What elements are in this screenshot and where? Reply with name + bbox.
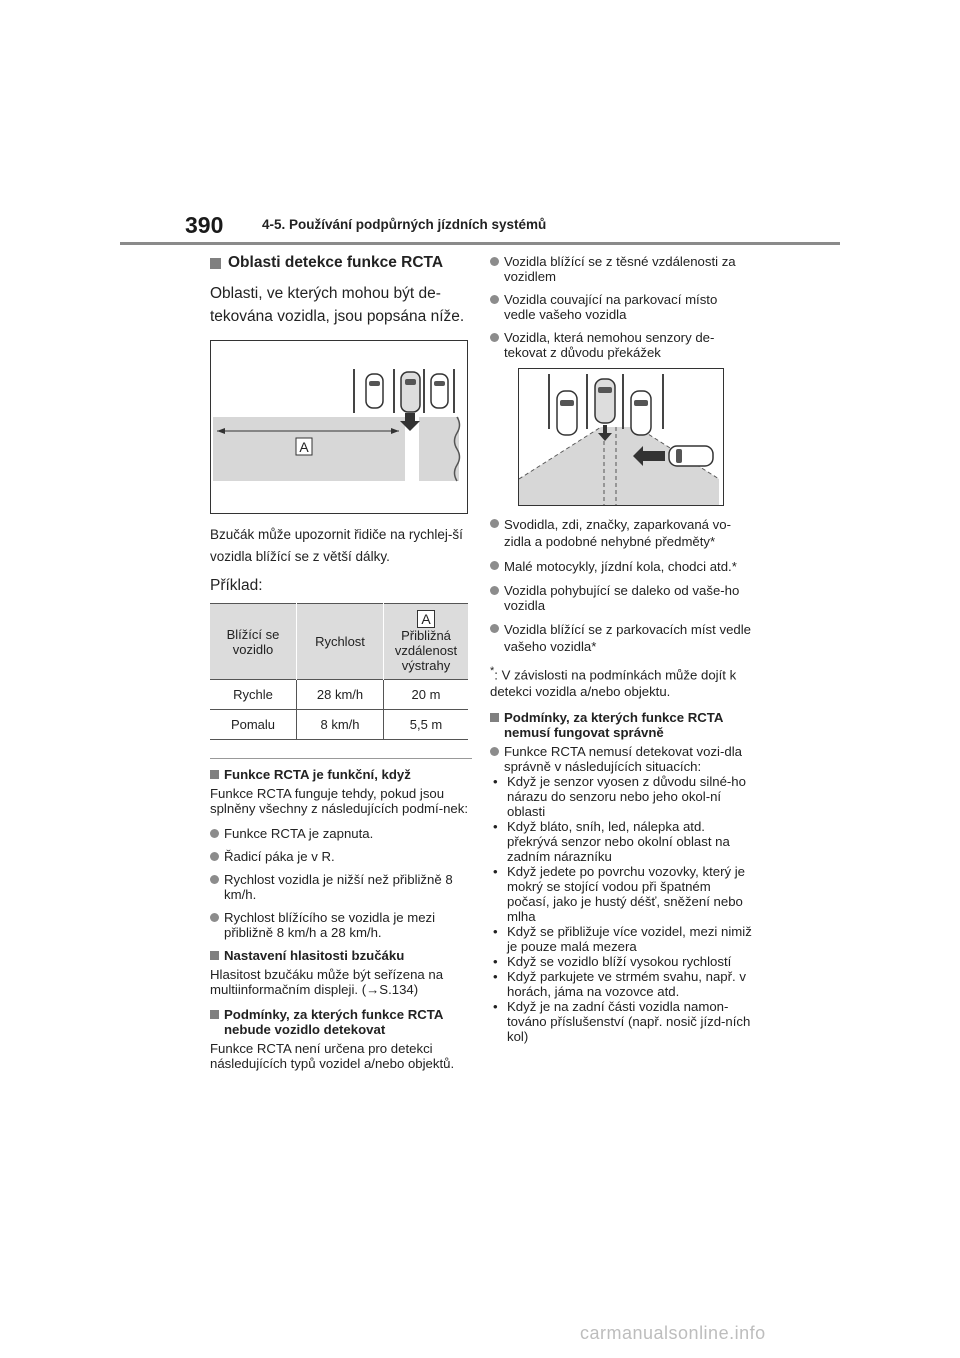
example-label: Příklad: [210,577,263,594]
table-header-distance [384,604,469,680]
obstruction-diagram [519,369,723,505]
list-item-text: Vozidla blížící se z těsné vzdálenosti za vozidlem [504,254,736,284]
sub-bullet: • [493,969,498,985]
list-item [490,254,752,284]
table-cell: 20 m [384,680,469,710]
detection-area-figure [210,340,468,514]
chapter-title: 4-5. Používání podpůrných jízdních systémů [262,217,547,232]
list-item [210,872,472,902]
intro-text: Oblasti, ve kterých mohou být de-tekována vozidla, jsou popsána níže. [210,285,465,325]
sub-list-item [490,924,752,954]
subsection-heading-text: Nastavení hlasitosti bzučáku [224,948,405,963]
bullet-dot-icon [490,519,499,528]
table-header-distance-text: Přibližná vzdálenost výstrahy [394,628,458,673]
list-item-text: Řadicí páka je v R. [224,849,335,864]
sub-list-item-text: Když je senzor vyosen z důvodu silné-ho nárazu do senzoru nebo jeho okol-ní oblasti [507,774,746,820]
section-heading-text: Oblasti detekce funkce RCTA [228,254,444,271]
sub-list-item-text: Když bláto, sníh, led, nálepka atd. překrývá senzor nebo okolní oblast na zadním nárazníku [507,819,730,865]
sub-bullet: • [493,864,498,880]
sub-list-item-text: Když parkujete ve strmém svahu, např. v horách, jáma na vozovce atd. [507,969,746,1000]
table-header-vehicle: Blížící se vozidlo [210,604,297,680]
bullet-dot-icon [490,561,499,570]
list-item [490,621,752,655]
list-item [490,330,752,360]
list-item [210,826,472,841]
bullet-dot-icon [490,295,499,304]
bullet-dot-icon [210,829,219,838]
list-item-text: Svodidla, zdi, značky, zaparkovaná vo-zidla a podobné nehybné předměty* [504,517,731,549]
divider [210,758,472,759]
table-cell: Pomalu [210,710,297,740]
list-item [490,583,752,613]
bullet-dot-icon [210,913,219,922]
bullet-dot-icon [490,333,499,342]
sub-bullet: • [493,954,498,970]
detection-area-diagram [211,341,467,513]
sub-list-item [490,999,752,1044]
list-item-text: Vozidla, která nemohou senzory de-tekovat z důvodu překážek [504,330,715,360]
example-table [210,603,468,740]
bullet-dot-icon [210,875,219,884]
list-item-text: Funkce RCTA nemusí detekovat vozi-dla správně v následujících situacích: [504,744,742,775]
distance-badge: A [417,610,434,628]
table-cell: Rychle [210,680,297,710]
sub-list-item-text: Když se vozidlo blíží vysokou rychlostí [507,954,732,970]
obstruction-figure [518,368,724,506]
sub-list-item-text: Když je na zadní části vozidla namon-továno příslušenství (např. nosič jízd-ních kol) [507,999,751,1045]
bullet-dot-icon [490,257,499,266]
list-item-text: Rychlost blížícího se vozidla je mezi přibližně 8 km/h a 28 km/h. [224,910,436,940]
square-bullet-icon [210,1010,219,1019]
square-bullet-icon [210,770,219,779]
paragraph: Funkce RCTA není určena pro detekci následujících typů vozidel a/nebo objektů. [210,1041,455,1071]
table-row [210,680,468,710]
list-item [490,516,752,550]
list-item [490,558,752,575]
bullet-dot-icon [490,747,499,756]
square-bullet-icon [210,258,221,269]
subsection-heading [210,1007,472,1037]
table-cell: 5,5 m [384,710,469,740]
sub-bullet: • [493,774,498,790]
sub-list-item [490,864,752,924]
page-number: 390 [185,212,224,238]
bullet-dot-icon [490,624,499,633]
sub-bullet: • [493,924,498,940]
subsection-heading [490,710,752,740]
list-item-text: Rychlost vozidla je nižší než přibližně 8 km/h. [224,872,453,902]
watermark: carmanualsonline.info [580,1323,766,1343]
sub-list-item-text: Když se přibližuje více vozidel, mezi nimiž je pouze malá mezera [507,924,752,955]
list-item [490,744,752,774]
bullet-dot-icon [490,586,499,595]
sub-bullet: • [493,999,498,1015]
list-item-text: Vozidla blížící se z parkovacích míst vedle vašeho vozidla* [504,622,752,654]
list-item-text: Malé motocykly, jízdní kola, chodci atd.* [504,559,737,574]
paragraph: Hlasitost bzučáku může být seřízena na multiinformačním displeji. (→S.134) [210,967,444,997]
subsection-heading [210,948,472,963]
footnote [490,663,752,700]
subsection-heading [210,767,472,782]
table-cell: 8 km/h [297,710,384,740]
area-label-a: A [299,439,309,455]
subsection-heading-text: Podmínky, za kterých funkce RCTA nemusí fungovat správně [504,710,723,741]
paragraph: Funkce RCTA funguje tehdy, pokud jsou splněny všechny z následujících podmí-nek: [210,786,469,816]
left-column [210,254,472,1077]
figure-caption: Bzučák může upozornit řidiče na rychlej-ší vozidla blížící se z větší dálky. [210,527,463,564]
section-heading [210,254,472,272]
footnote-mark: * [490,665,495,677]
square-bullet-icon [490,713,499,722]
sub-list-item [490,969,752,999]
bullet-dot-icon [210,852,219,861]
list-item-text: Funkce RCTA je zapnuta. [224,826,374,841]
list-item-text: Vozidla couvající na parkovací místo vedle vašeho vozidla [504,292,718,322]
list-item [490,292,752,322]
subsection-heading-text: Funkce RCTA je funkční, když [224,767,411,782]
sub-list-item [490,774,752,819]
list-item [210,849,472,864]
list-item [210,910,472,940]
footnote-text: : V závislosti na podmínkách může dojít k detekci vozidla a/nebo objektu. [490,667,737,700]
table-header-speed: Rychlost [297,604,384,680]
sub-list-item [490,954,752,969]
sub-bullet: • [493,819,498,835]
table-row [210,710,468,740]
subsection-heading-text: Podmínky, za kterých funkce RCTA nebude vozidlo detekovat [224,1007,443,1037]
list-item-text: Vozidla pohybující se daleko od vaše-ho vozidla [504,583,740,613]
table-cell: 28 km/h [297,680,384,710]
square-bullet-icon [210,951,219,960]
table-header-row [210,604,468,680]
sub-list-item [490,819,752,864]
sub-list-item-text: Když jedete po povrchu vozovky, který je mokrý se stojící vodou při špatném počasí, jako je hustý déšť, sněžení nebo mlha [507,864,745,925]
right-column [490,254,752,1044]
header-rule [120,242,840,245]
